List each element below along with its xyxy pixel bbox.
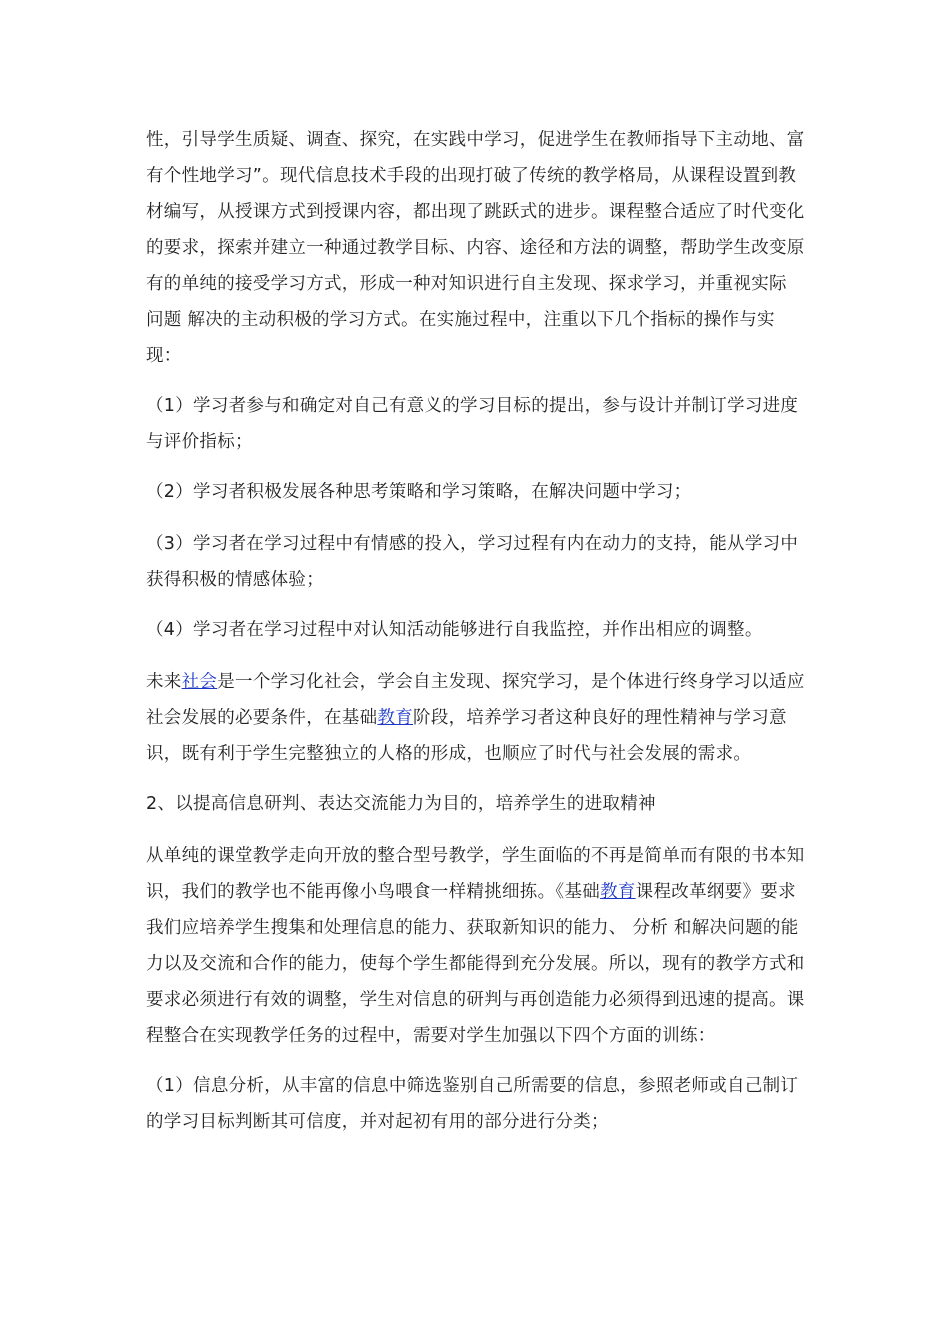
text-run: 阶段，培养学习者这种良好的理性精神与学习意识，既有利于学生完整独立的人格的形成，也顺应了时代与社会发展的需求。 xyxy=(146,708,787,764)
link-education[interactable]: 教育 xyxy=(377,708,414,728)
paragraph xyxy=(146,838,810,1054)
text-run: 从单纯的课堂教学走向开放的整合型号教学，学生面临的不再是简单而有限的书本知识，我们的教学也不能再像小鸟喂食一样精挑细拣。《基础 xyxy=(146,846,805,902)
text-run: 未来 xyxy=(146,672,182,692)
text-run: 是一个学习化社会，学会自主发现、探究学习，是个体进行终身学习以适应社会发展的必要条件，在基础 xyxy=(146,672,805,728)
list-item: （1）信息分析，从丰富的信息中筛选鉴别自己所需要的信息，参照老师或自己制订的学习目标判断其可信度，并对起初有用的部分进行分类； xyxy=(146,1076,799,1132)
list-item: （3）学习者在学习过程中有情感的投入，学习过程有内在动力的支持，能从学习中获得积极的情感体验； xyxy=(146,534,799,590)
text-run: 课程改革纲要》要求我们应培养学生搜集和处理信息的能力、获取新知识的能力、 分析 和解决问题的能力以及交流和合作的能力，使每个学生都能得到充分发展。所以，现有的教学方式和要求必须进行有效的调整，学生对信息的研判与再创造能力必须得到迅速的提高。课程整合在实现教学任务的过程中，需要对学生加强以下四个方面的训练： xyxy=(146,882,805,1046)
list-item: （1）学习者参与和确定对自己有意义的学习目标的提出，参与设计并制订学习进度与评价指标； xyxy=(146,396,799,452)
paragraph xyxy=(146,664,810,772)
list-item: （4）学习者在学习过程中对认知活动能够进行自我监控，并作出相应的调整。 xyxy=(146,620,763,640)
list-item: （2）学习者积极发展各种思考策略和学习策略，在解决问题中学习； xyxy=(146,482,692,502)
document-body xyxy=(146,122,810,1154)
paragraph: 性，引导学生质疑、调查、探究，在实践中学习，促进学生在教师指导下主动地、富有个性地学习”。现代信息技术手段的出现打破了传统的教学格局，从课程设置到教材编写，从授课方式到授课内容，都出现了跳跃式的进步。课程整合适应了时代变化的要求，探索并建立一种通过教学目标、内容、途径和方法的调整，帮助学生改变原有的单纯的接受学习方式，形成一种对知识进行自主发现、探求学习，并重视实际 问题 解决的主动积极的学习方式。在实施过程中，注重以下几个指标的操作与实现： xyxy=(146,130,805,366)
link-education[interactable]: 教育 xyxy=(600,882,636,902)
section-heading: 2、以提高信息研判、表达交流能力为目的，培养学生的进取精神 xyxy=(146,794,656,814)
link-society[interactable]: 社会 xyxy=(181,672,218,692)
